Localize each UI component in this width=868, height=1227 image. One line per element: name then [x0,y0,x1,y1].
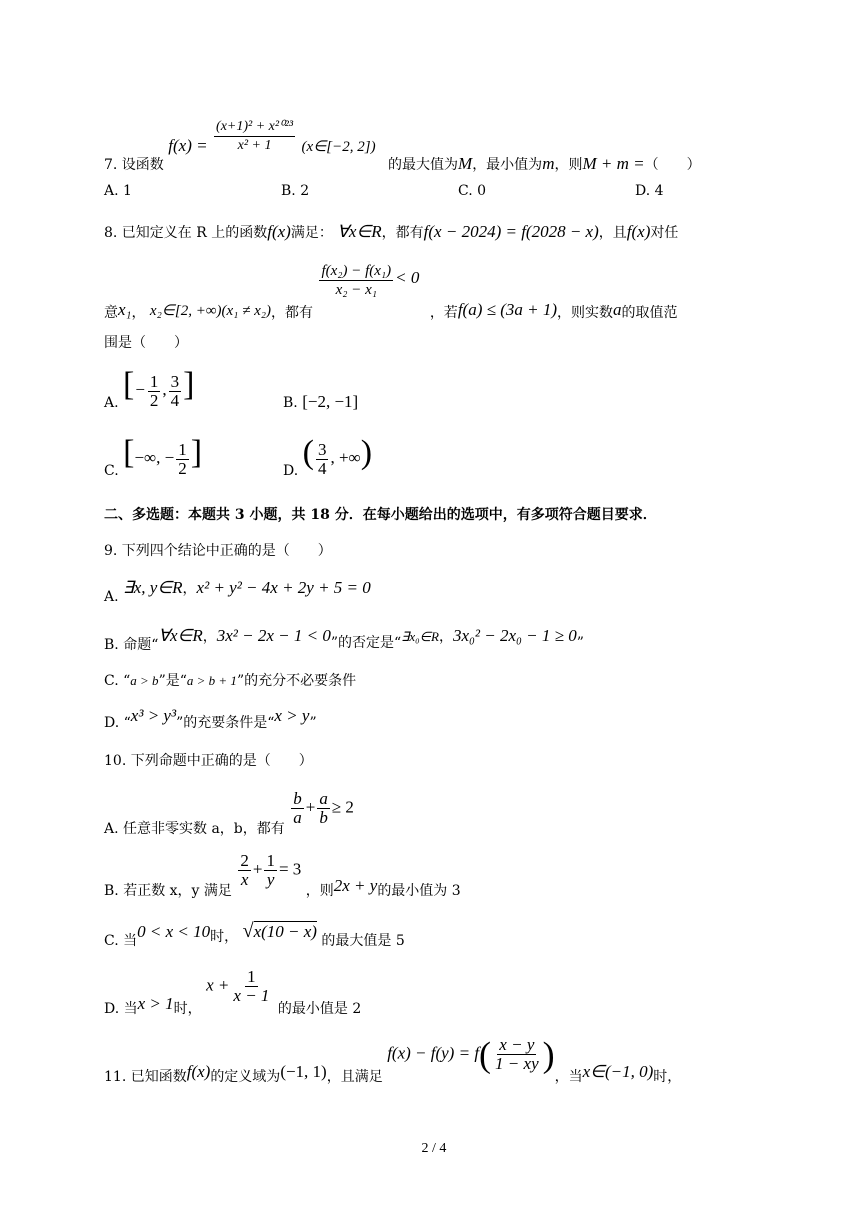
q8-optA-lbracket: [ [123,366,135,403]
q11-line [104,1034,682,1085]
q8-optD-post: , +∞ [330,448,361,467]
q9-option-b [104,626,584,653]
q8-t5: ，都有 [270,304,313,321]
q7-expr: M + m = [582,153,645,173]
q7-func: f(x) = [168,135,208,155]
q8-line1 [104,222,678,242]
q8-forall: ∀x∈R [337,222,382,241]
q7-paren: （ ） [644,156,701,173]
q8-optA-num2: 3 [170,371,180,391]
q8-optC-lbracket: [ [123,434,135,471]
q8-fraction [319,262,393,299]
q8-optD-rparen: ) [360,434,373,471]
q11-frac [493,1036,541,1073]
q8-fx: f(x) [267,222,291,241]
q8-optD-den: 4 [317,458,327,478]
q8-optB-label: B. [283,395,298,411]
q8-eq: f(x − 2024) = f(2028 − x) [423,222,599,241]
q8-t8: 的取值范 [621,304,678,321]
q9-B-label: B. 命题“ [104,637,159,653]
q7-prefix: 7. 设函数 [104,156,164,173]
q10-C-text: C. 当 [104,933,138,949]
q10-D-text: D. 当 [104,1000,138,1017]
q8-optD-label: D. [283,463,299,479]
q9-D-label: D. “ [104,715,131,731]
q10-B-eq: = 3 [278,859,302,879]
q8-optC-label: C. [104,463,119,479]
q7-den: x² + 1 [237,138,272,153]
q11-t3: ，当 [554,1068,583,1085]
q9-B-end: ” [576,635,584,651]
q7-domain: (x∈[−2, 2]) [301,138,376,155]
q10-C-m1: 0 < x < 10 [137,922,211,941]
q11-den: 1 − xy [495,1054,539,1073]
q8-line2 [104,262,678,321]
q8-optA-minus: − [134,380,146,399]
q10-A-f2n: a [319,789,328,808]
q10-D-den: x − 1 [233,986,270,1005]
q9-D-t2: ” [309,715,317,731]
q9-option-c [104,670,356,690]
q10-D-x: x + [206,975,230,995]
q10-B-plus: + [252,859,263,879]
q9-C-label: C. “ [104,673,131,689]
q11-t4: 时， [653,1068,682,1085]
q11-dom: (−1, 1) [280,1061,327,1081]
q10-option-a [104,789,354,837]
q10-A-text: A. 任意非零实数 a，b，都有 [104,820,285,837]
q8-l2a: 意 [104,304,118,321]
q10-D-frac [231,968,271,1005]
q9-A-sep: ， [182,581,197,597]
q8-optC-num: 1 [178,439,187,459]
q8-optA-den2: 4 [170,390,180,410]
q7-option-c: C. 0 [458,183,487,199]
q9-C-t1: ”是“ [158,673,187,689]
q9-A-math2: x² + y² − 4x + 2y + 5 = 0 [196,578,371,597]
q7-option-d: D. 4 [635,183,664,199]
q8-a: a [612,299,622,319]
q10-C-t1: 时， [210,929,239,945]
q8-optC-pre: −∞, − [134,448,175,467]
q8-lt0: < 0 [395,267,420,287]
q10-C-sqrt: x(10 − x) [253,922,317,941]
q7-line [104,118,701,173]
q10-B-f1n: 2 [240,851,249,870]
q10-B-t3: 的最小值为 3 [377,882,461,899]
q8-sep: ， [131,304,146,321]
q8-optA-rbracket: ] [183,366,195,403]
q10-C-sqrt-sign: √ [242,920,254,942]
section2-heading: 二、多选题：本题共 3 小题，共 18 分．在每小题给出的选项中，有多项符合题目要求． [104,507,657,523]
q10-B-f1d: x [240,870,249,889]
q8-t2: ，都有 [381,225,424,241]
q11-t2: ，且满足 [326,1068,383,1085]
q9-B-mid: ”的否定是“ [330,635,402,651]
q10-B-text: B. 若正数 x，y 满足 [104,882,232,899]
q8-fx2: f(x) [626,222,651,241]
q7-num: (x+1)² + x²⁰²³ [214,118,295,137]
q9-D-m2: x > y [274,706,310,725]
q7-option-a: A. 1 [104,183,132,199]
q9-C-t2: ”的充分不必要条件 [236,673,357,689]
q10-A-frac1 [291,790,304,827]
q11-cond: x∈(−1, 0) [582,1061,654,1081]
q10-B-m: 2x + y [333,875,378,895]
q10-option-c [104,920,405,949]
q8-x1: x₁ [118,299,132,319]
q8-t7: ，则实数 [556,304,613,321]
q8-optA-den1: 2 [149,390,159,410]
q9-B-math3: ∃x₀∈R [401,629,439,644]
q8-t1: 满足： [290,225,333,241]
q7-text2: ，最小值为 [472,156,543,173]
q10-D-m1: x > 1 [137,993,174,1013]
q9-B-sep2: ， [438,629,453,645]
q8-optA-label: A. [104,395,119,411]
q7-fraction [214,118,295,155]
q10-A-f1n: b [293,789,302,808]
q10-C-t2: 的最大值是 5 [321,933,405,949]
q10-stem: 10. 下列命题中正确的是（ ） [104,753,313,769]
q8-option-d [283,434,372,478]
q8-den: x₂ − x₁ [335,282,377,298]
q9-B-math4: 3x₀² − 2x₀ − 1 ≥ 0 [452,626,577,645]
q10-B-f2d: y [266,870,275,889]
q9-B-math1: ∀x∈R [158,626,203,645]
q9-C-m2: a > b + 1 [186,673,237,688]
q7-M: M [458,153,473,173]
q8-optB-value: [−2, −1] [302,392,359,411]
q10-A-ge: ≥ 2 [331,797,354,817]
q8-t6: ，若 [429,304,458,321]
q11-lparen: ( [479,1034,492,1075]
q9-C-m1: a > b [130,673,159,688]
q10-B-frac2 [264,852,277,889]
q9-option-a [104,578,371,605]
q10-A-f2d: b [319,808,328,827]
q8-optC-frac [176,441,189,478]
q10-B-t2: ，则 [305,882,334,899]
q8-optD-frac [316,441,329,478]
q8-range: x₂∈[2, +∞)(x₁ ≠ x₂) [149,302,271,319]
q10-A-f1d: a [293,808,302,827]
q9-B-sep: ， [202,629,217,645]
q8-num: f(x₂) − f(x₁) [321,263,392,279]
q8-optA-frac1 [148,373,161,410]
q10-B-frac1 [238,852,251,889]
q8-ineq: f(a) ≤ (3a + 1) [457,299,557,319]
q11-rparen: ) [542,1034,555,1075]
q7-option-b: B. 2 [281,183,310,199]
q8-optD-num: 3 [317,439,327,459]
q7-text1: 的最大值为 [388,156,459,173]
q10-B-f2n: 1 [266,851,275,870]
q11-num: x − y [499,1035,535,1054]
q8-option-b [283,392,358,412]
q8-prefix: 8. 已知定义在 R 上的函数 [104,225,268,241]
q9-A-label: A. [104,589,119,605]
q7-m: m [542,153,555,173]
q8-optA-frac2 [169,373,182,410]
q11-prefix: 11. 已知函数 [104,1068,187,1085]
q9-D-t1: ”的充要条件是“ [176,715,275,731]
q8-option-a [104,366,194,410]
q8-optC-rbracket: ] [190,434,203,471]
q11-lhs: f(x) − f(y) = f [387,1043,480,1063]
q9-D-m1: x³ > y³ [130,706,177,725]
q11-t1: 的定义域为 [210,1068,281,1085]
q11-fx: f(x) [186,1061,211,1081]
q8-optD-lparen: ( [302,434,314,471]
q8-optC-den: 2 [178,458,187,478]
q9-option-d [104,706,317,731]
q10-D-num: 1 [247,967,256,986]
q8-line3: 围是（ ） [104,335,188,351]
q10-D-t1: 时， [173,1000,202,1017]
q9-B-math2: 3x² − 2x − 1 < 0 [216,626,331,645]
q10-option-b [104,851,461,899]
q8-optA-comma: , [162,380,167,399]
q10-A-frac2 [317,790,330,827]
q8-t4: 对任 [650,225,679,241]
q8-option-c [104,434,202,478]
q10-option-d [104,967,362,1017]
q10-A-plus: + [305,797,316,817]
q8-t3: ，且 [598,225,627,241]
q8-optA-num1: 1 [149,371,159,391]
q10-D-t2: 的最小值是 2 [277,1000,362,1017]
q7-text3: ，则 [554,156,583,173]
q9-stem: 9. 下列四个结论中正确的是（ ） [104,543,332,559]
page-number: 2 / 4 [421,1141,447,1156]
q9-A-math1: ∃x, y∈R [123,578,183,597]
